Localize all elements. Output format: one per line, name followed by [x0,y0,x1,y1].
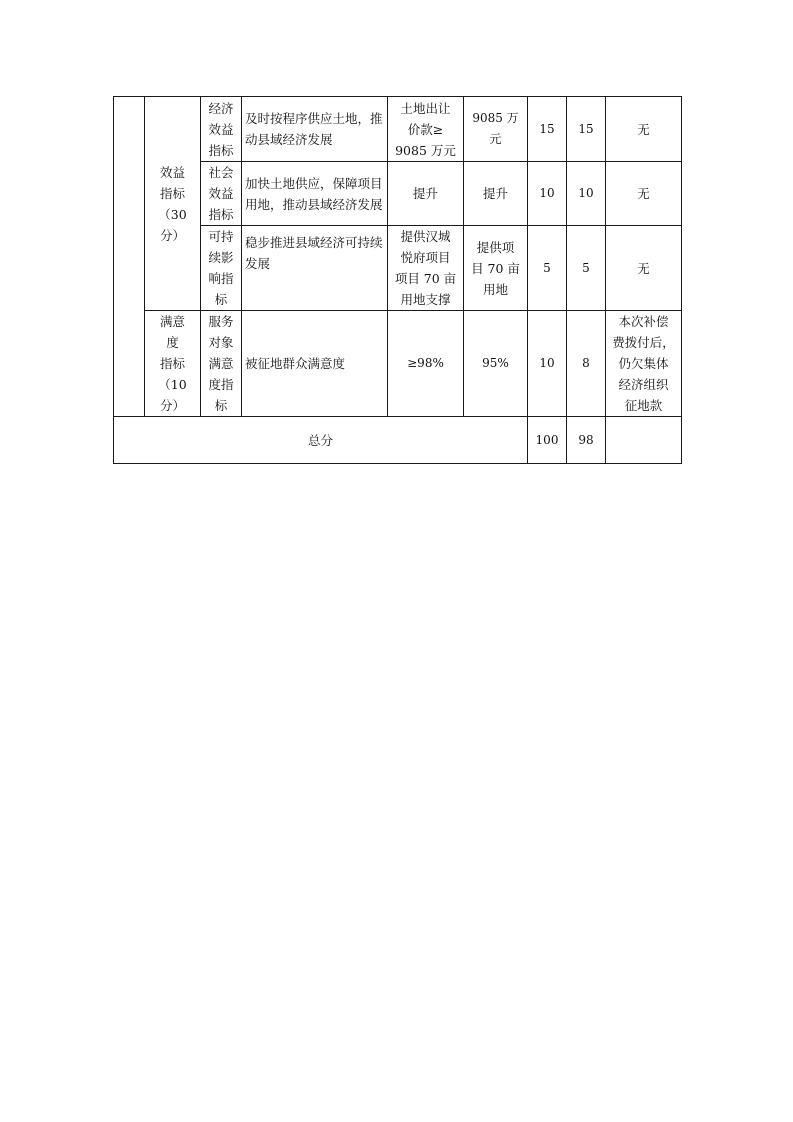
indicator-cell: 加快土地供应，保障项目用地，推动县域经济发展 [242,162,388,226]
indicator-cell: 稳步推进县域经济可持续发展 [242,226,388,311]
indicator-cell: 被征地群众满意度 [242,311,388,417]
score-cell: 8 [567,311,606,417]
weight-cell: 10 [528,162,567,226]
remark-cell: 无 [606,162,682,226]
level1-category-cell [114,97,145,417]
total-score-cell: 98 [567,417,606,464]
target-cell: 土地出让 价款≥ 9085 万元 [388,97,464,162]
actual-cell: 提升 [464,162,528,226]
subcategory-cell: 可持 续影 响指 标 [201,226,242,311]
weight-cell: 10 [528,311,567,417]
remark-cell: 无 [606,226,682,311]
table-row [114,97,682,162]
target-cell: 提供汉城 悦府项目 项目 70 亩 用地支撑 [388,226,464,311]
score-cell: 15 [567,97,606,162]
category-cell: 满意 度 指标 （10 分） [145,311,201,417]
weight-cell: 15 [528,97,567,162]
table-row [114,311,682,417]
score-cell: 5 [567,226,606,311]
actual-cell: 9085 万 元 [464,97,528,162]
total-row [114,417,682,464]
performance-table [113,96,682,464]
category-cell: 效益 指标 （30 分） [145,97,201,311]
total-label-cell: 总分 [114,417,528,464]
remark-cell: 无 [606,97,682,162]
weight-cell: 5 [528,226,567,311]
indicator-cell: 及时按程序供应土地，推动县域经济发展 [242,97,388,162]
target-cell: 提升 [388,162,464,226]
subcategory-cell: 社会 效益 指标 [201,162,242,226]
target-cell: ≥98% [388,311,464,417]
actual-cell: 提供项 目 70 亩 用地 [464,226,528,311]
total-weight-cell: 100 [528,417,567,464]
score-cell: 10 [567,162,606,226]
subcategory-cell: 服务 对象 满意 度指 标 [201,311,242,417]
remark-cell: 本次补偿 费拨付后， 仍欠集体 经济组织 征地款 [606,311,682,417]
subcategory-cell: 经济 效益 指标 [201,97,242,162]
total-remark-cell [606,417,682,464]
actual-cell: 95% [464,311,528,417]
